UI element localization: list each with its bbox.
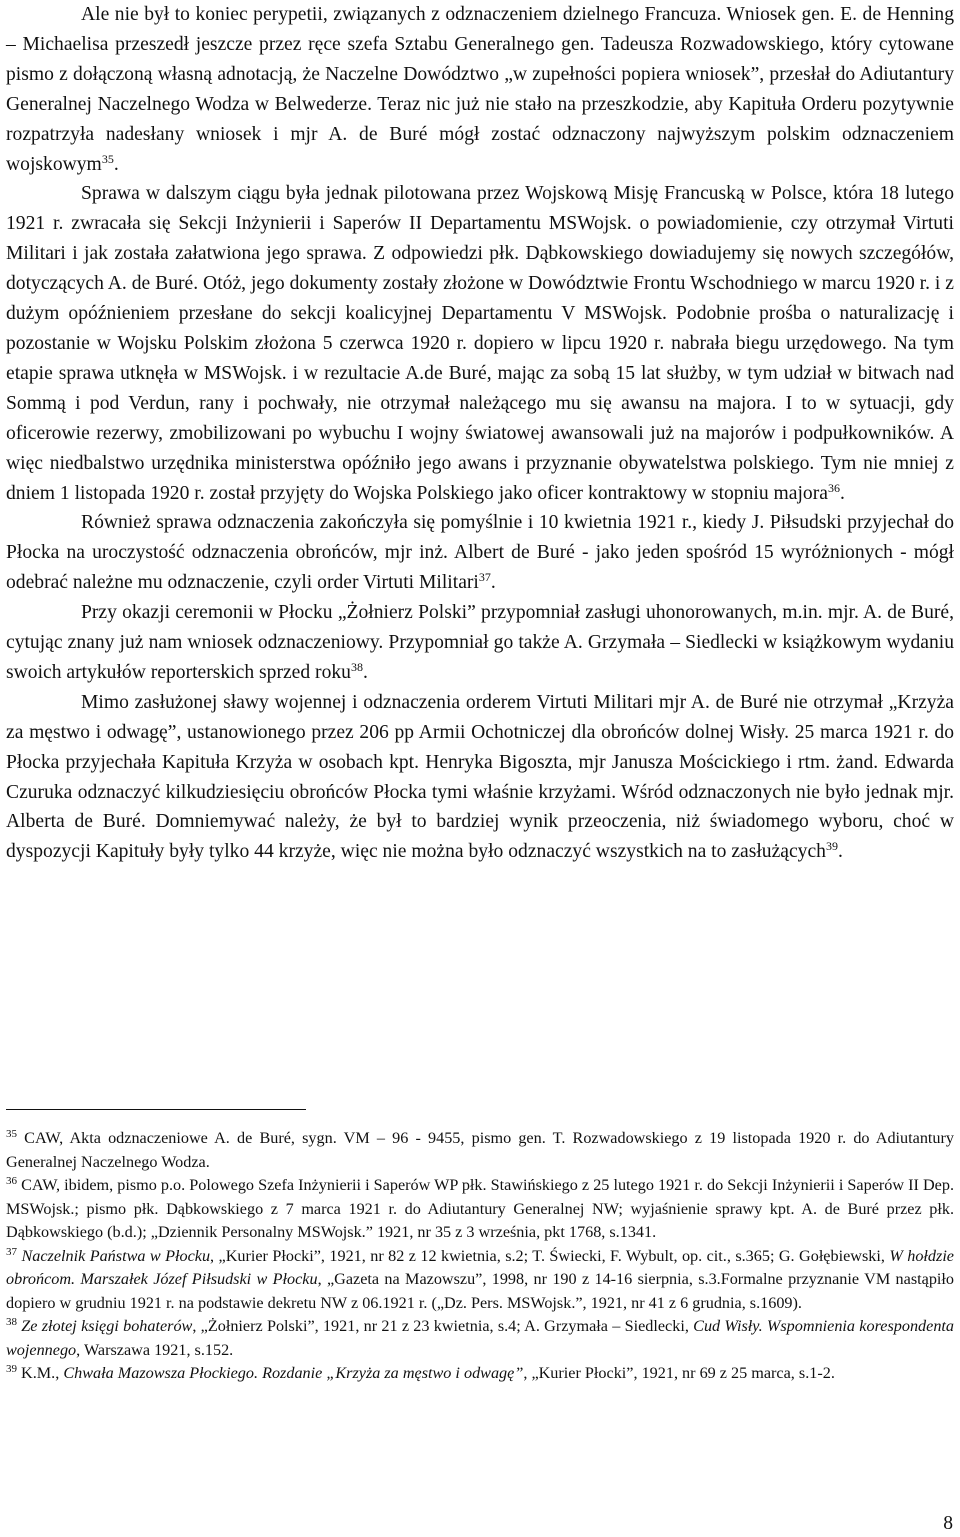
footnote [6, 1245, 954, 1316]
paragraph-text: Również sprawa odznaczenia zakończyła się pomyślnie i 10 kwietnia 1921 r., kiedy J. Piłsudski przyjechał do Płocka na uroczystość odznaczenia obrońców, mjr inż. Albert de Buré - jako jeden spośród 15 wyróżnionych - mógł odebrać należne mu odznaczenie, czyli order Virtuti Militari [6, 512, 954, 594]
paragraph-text: Sprawa w dalszym ciągu była jednak pilotowana przez Wojskową Misję Francuską w Polsce, która 18 lutego 1921 r. zwracała się Sekcji Inżynierii i Saperów II Departamentu MSWojsk. o powiadomienie, czy otrzymał Virtuti Militari i jak została załatwiona jego sprawa. Z odpowiedzi płk. Dąbkowskiego dowiadujemy się nowych szczegółów, dotyczących A. de Buré. Otóż, jego dokumenty zostały złożone w Dowództwie Frontu Wschodniego w marcu 1920 r. i z dużym opóźnieniem przesłane do sekcji koalicyjnej Departamentu V MSWojsk. Podobnie prośba o naturalizację i pozostanie w Wojsku Polskim złożona 5 czerwca 1920 r. dopiero w lipcu 1920 r. nabrała biegu urzędowego. Na tym etapie sprawa utknęła w MSWojsk. i w rezultacie A.de Buré, mając za sobą 15 lat służby, w tym udział w bitwach nad Sommą i pod Verdun, rany i pochwały, nie otrzymał należącego mu się awansu na majora. I to w sytuacji, gdy oficerowie rezerwy, zmobilizowani po wybuchu I wojny światowej awansowali już na majorów i podpułkowników. A więc niedbalstwo urzędnika ministerstwa opóźniło jego awans i przyznanie obywatelstwa polskiego. Tym nie mniej z dniem 1 listopada 1920 r. został przyjęty do Wojska Polskiego jako oficer kontraktowy w stopniu majora [6, 183, 954, 504]
main-text [6, 0, 954, 867]
footnote-number: 39 [6, 1363, 17, 1375]
footnote-ref[interactable]: 39 [825, 839, 838, 854]
paragraph-text-end: . [113, 153, 119, 175]
footnote-text: CAW, ibidem, pismo p.o. Polowego Szefa Inżynierii i Saperów WP płk. Stawińskiego z 25 lutego 1921 r. do Sekcji Inżynierii i Saperów II Dep. MSWojsk.; pismo płk. Dąbkowskiego z 7 marca 1921 r. do Adiutantury Generalnej NW; wyjaśnienie sprawy kpt. A. de Buré przez płk. Dąbkowskiego (b.d.); „Dziennik Personalny MSWojsk.” 1921, nr 35 z 3 września, pkt 1768, s.1341. [6, 1176, 954, 1241]
footnote [6, 1315, 954, 1362]
paragraph [6, 598, 954, 688]
footnote-text: , „Kurier Płocki”, 1921, nr 82 z 12 kwietnia, s.2; T. Świecki, F. Wybult, op. cit., s.365; G. Gołębiewski, [210, 1246, 890, 1265]
paragraph [6, 508, 954, 598]
page-number: 8 [943, 1513, 953, 1534]
footnote [6, 1174, 954, 1245]
footnote-title: Ze złotej księgi bohaterów [21, 1317, 193, 1335]
footnote [6, 1127, 954, 1174]
footnote-text: , „Żołnierz Polski”, 1921, nr 21 z 23 kwietnia, s.4; A. Grzymała – Siedlecki, [192, 1317, 694, 1335]
footnote-ref[interactable]: 36 [827, 480, 840, 495]
footnote-text: , Warszawa 1921, s.152. [76, 1340, 234, 1359]
footnote-text: , „Kurier Płocki”, 1921, nr 69 z 25 marca, s.1-2. [523, 1364, 835, 1382]
paragraph-text-end: . [490, 572, 496, 594]
paragraph-text-end: . [837, 841, 843, 863]
footnote-title: Chwała Mazowsza Płockiego. Rozdanie „Krzyża za męstwo i odwagę” [63, 1364, 524, 1382]
paragraph-text-end: . [362, 661, 368, 683]
paragraph-text: Ale nie był to koniec perypetii, związanych z odznaczeniem dzielnego Francuza. Wniosek gen. E. de Henning – Michaelisa przeszedł jeszcze przez ręce szefa Sztabu Generalnego gen. Tadeusza Rozwadowskiego, który cytowane pismo z dołączoną własną adnotacją, że Naczelne Dowództwo „w zupełności popiera wniosek”, przesłał do Adiutantury Generalnej Naczelnego Wodza w Belwederze. Teraz nic już nie stało na przeszkodzie, aby Kapituła Orderu pozytywnie rozpatrzyła nadesłany wniosek i mjr A. de Buré mógł zostać odznaczony najwyższym polskim odznaczeniem wojskowym [6, 4, 954, 175]
footnote [6, 1362, 954, 1386]
footnote-text: K.M., [17, 1364, 64, 1382]
paragraph [6, 0, 954, 179]
footnote-text: , „Gazeta na Mazowszu”, 1998, nr 190 z 14-16 sierpnia, s.3.Formalne przyznanie VM nastąpiło dopiero w grudniu 1921 r. na podstawie dekretu NW z 06.1921 r. („Dz. Pers. MSWojsk.”, 1921, nr 41 z 6 grudnia, s.1609). [6, 1270, 954, 1312]
footnote-ref[interactable]: 35 [101, 151, 114, 166]
footnote-separator [6, 1109, 306, 1110]
footnote-ref[interactable]: 38 [350, 659, 363, 674]
footnote-ref[interactable]: 37 [478, 570, 491, 585]
footnote-title: W hołdzie obrońcom. Marszałek Józef Piłsudski w Płocku [6, 1246, 954, 1288]
footnote-title: Cud Wisły. Wspomnienia korespondenta wojennego [6, 1317, 955, 1359]
footnote-number: 36 [6, 1175, 17, 1187]
paragraph-text: Przy okazji ceremonii w Płocku „Żołnierz Polski” przypomniał zasługi uhonorowanych, m.in. mjr. A. de Buré, cytując znany już nam wniosek odznaczeniowy. Przypomniał go także A. Grzymała – Siedlecki w książkowym wydaniu swoich artykułów reporterskich sprzed roku [6, 602, 954, 683]
paragraph-text-end: . [839, 482, 845, 504]
footnote-number: 38 [6, 1316, 17, 1328]
footnote-text: CAW, Akta odznaczeniowe A. de Buré, sygn. VM – 96 - 9455, pismo gen. T. Rozwadowskiego z 19 listopada 1920 r. do Adiutantury Generalnej Naczelnego Wodza. [6, 1129, 954, 1171]
footnote-number: 37 [6, 1245, 17, 1258]
footnote-title: Naczelnik Państwa w Płocku [21, 1246, 211, 1265]
paragraph [6, 688, 954, 867]
footnotes [6, 1127, 954, 1386]
footnote-number: 35 [6, 1128, 17, 1140]
paragraph-text: Mimo zasłużonej sławy wojennej i odznaczenia orderem Virtuti Militari mjr A. de Buré nie otrzymał „Krzyża za męstwo i odwagę”, ustanowionego przez 206 pp Armii Ochotniczej dla obrońców dolnej Wisły. 25 marca 1921 r. do Płocka przyjechała Kapituła Krzyża w osobach kpt. Henryka Bigoszta, mjr Janusza Mościckiego i rtm. żand. Edwarda Czuruka odznaczyć kilkudziesięciu obrońców Płocka tymi właśnie krzyżami. Wśród odznaczonych nie było jednak mjr. Alberta de Buré. Domniemywać należy, że był to bardziej wynik przeoczenia, niż świadomego wyboru, choć w dyspozycji Kapituły były tylko 44 krzyże, więc nie można było odznaczyć wszystkich na to zasłużących [6, 691, 954, 863]
paragraph [6, 179, 954, 508]
